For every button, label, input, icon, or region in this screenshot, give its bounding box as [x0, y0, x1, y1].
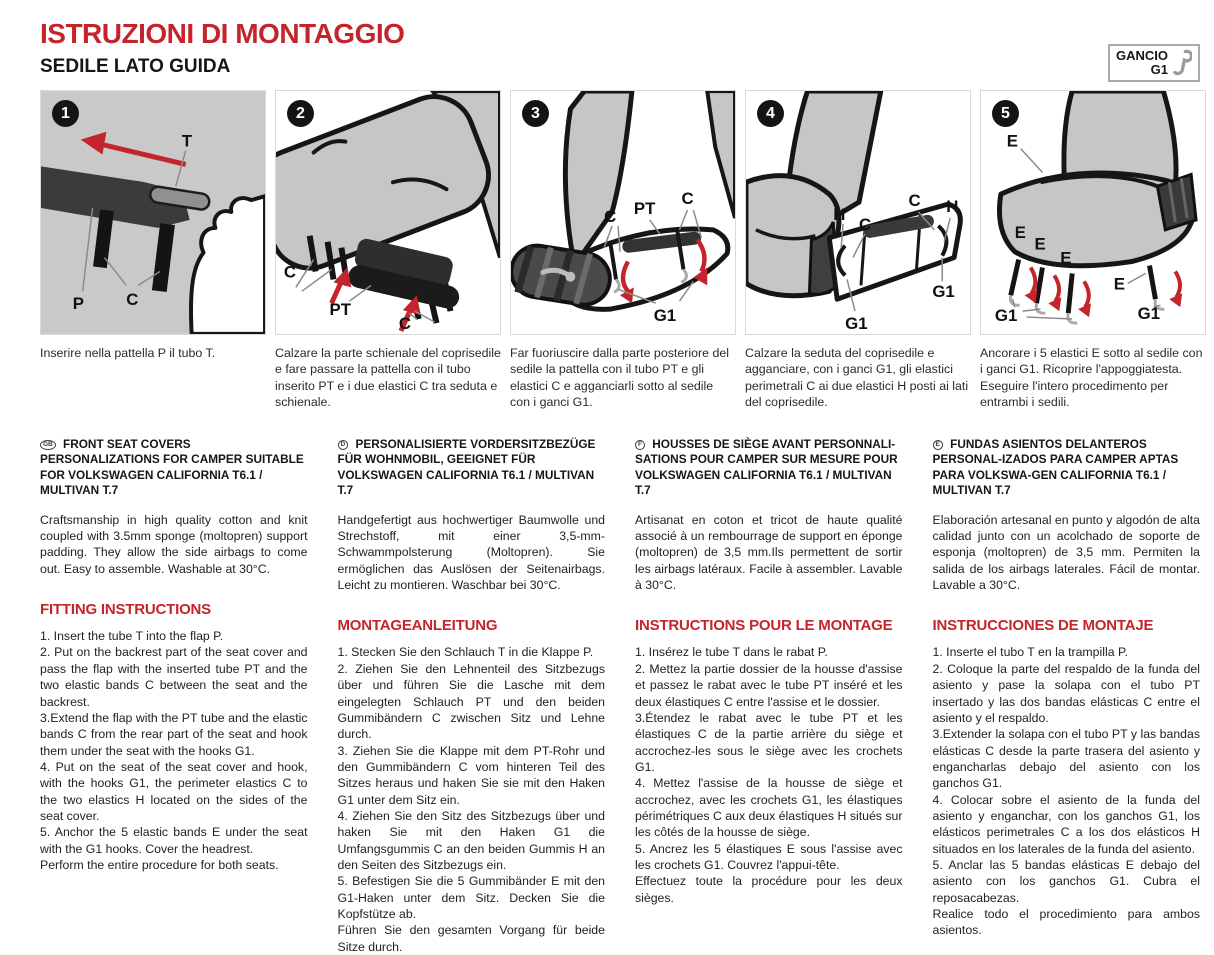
step-number-badge: 1: [52, 100, 79, 127]
column-intro: Elaboración artesanal en punto y algodón de alta calidad junto con un acolchado de soporte de esponja (moltopren) de 3,5 mm. Permiten la salida de los airbags laterales. Fácil de montar. Lavable a 30°C.: [933, 512, 1201, 594]
panel-step-5: [980, 90, 1206, 335]
step-number-badge: 2: [287, 100, 314, 127]
page-title: ISTRUZIONI DI MONTAGGIO: [40, 18, 1200, 50]
hook-icon: [1173, 47, 1192, 79]
label-C: C: [604, 207, 616, 226]
instruction-step: Perform the entire procedure for both seats.: [40, 857, 308, 873]
instruction-step: 5. Anchor the 5 elastic bands E under the seat with the G1 hooks. Cover the headrest.: [40, 824, 308, 857]
label-E: E: [1060, 249, 1071, 268]
column-intro: Artisanat en coton et tricot de haute qualité associé à un rembourrage de support en éponge (moltopren) de 3,5 mm.Ils permettent de sortir les airbags latéraux. Facile à assembler. Lavable à 30°C.: [635, 512, 903, 594]
section-title: INSTRUCCIONES DE MONTAJE: [933, 617, 1201, 634]
label-C: C: [284, 262, 296, 281]
column-header: [933, 437, 1201, 499]
column-title: FUNDAS ASIENTOS DELANTEROS PERSONAL-IZADOS PARA CAMPER APTAS PARA VOLKSWA-GEN CALIFORNIA T6.1 / MULTIVAN T.7: [933, 437, 1179, 498]
language-column-spanish: [933, 437, 1201, 955]
instruction-step: Führen Sie den gesamten Vorgang für beide Sitze durch.: [338, 922, 606, 955]
panel-step-4: [745, 90, 971, 335]
language-column-english: [40, 437, 308, 955]
label-C: C: [126, 290, 138, 309]
language-column-french: [635, 437, 903, 955]
panel-step-3: [510, 90, 736, 335]
label-PT: PT: [634, 199, 656, 218]
instruction-step: 2. Coloque la parte del respaldo de la funda del asiento y pase la solapa con el tubo PT insertado y las dos bandas elásticas C entre el asiento y el respaldo.: [933, 661, 1201, 726]
column-title: HOUSSES DE SIÈGE AVANT PERSONNALI-SATIONS POUR CAMPER SUR MESURE POUR VOLKSWAGEN CALIFORNIA T6.1 / MULTIVAN T.7: [635, 437, 898, 498]
page-subtitle: SEDILE LATO GUIDA: [40, 56, 1200, 78]
language-badge-f: F: [635, 440, 645, 450]
section-title: FITTING INSTRUCTIONS: [40, 601, 308, 618]
dark-hatched-patch: [1157, 174, 1196, 230]
instruction-step: 1. Insert the tube T into the flap P.: [40, 628, 308, 644]
label-G1: G1: [995, 306, 1017, 325]
column-header: [635, 437, 903, 499]
instruction-steps: [933, 644, 1201, 938]
label-C: C: [859, 215, 871, 234]
step-number-badge: 3: [522, 100, 549, 127]
label-C: C: [681, 189, 693, 208]
instruction-steps: [40, 628, 308, 873]
caption-step-4: Calzare la seduta del coprisedile e agganciare, con i ganci G1, gli elastici perimetrali C ai due elastici H posti ai lati del coprisedile.: [745, 345, 971, 411]
step-number-badge: 4: [757, 100, 784, 127]
label-G1: G1: [932, 282, 954, 301]
instruction-step: Effectuez toute la procédure pour les deux sièges.: [635, 873, 903, 906]
instruction-step: 1. Insérez le tube T dans le rabat P.: [635, 644, 903, 660]
hook-legend-text: [1116, 49, 1168, 78]
label-T: T: [182, 132, 193, 151]
panel-step-1: [40, 90, 266, 335]
column-header: [40, 437, 308, 499]
panel-2-illustration: [276, 91, 500, 334]
instruction-step: 2. Ziehen Sie den Lehnenteil des Sitzbezugs über und führen Sie die Lasche mit dem eingelegten Schlauch PT und den beiden Gummibändern C zwischen Sitz und Lehne durch.: [338, 661, 606, 743]
label-P: P: [73, 294, 84, 313]
language-column-german: [338, 437, 606, 955]
label-H: H: [833, 205, 845, 224]
instruction-step: 1. Inserte el tubo T en la trampilla P.: [933, 644, 1201, 660]
instruction-steps: [338, 644, 606, 955]
label-E: E: [1007, 132, 1018, 151]
instruction-step: 3.Étendez le rabat avec le tube PT et les élastiques C de la partie arrière du siège et accrochez-les sous le siège avec les crochets G1.: [635, 710, 903, 775]
instruction-step: 4. Put on the seat of the seat cover and hook, with the hooks G1, the perimeter elastics C to the two elastics H located on the sides of the seat cover.: [40, 759, 308, 824]
panel-5-illustration: [981, 91, 1205, 334]
label-G1: G1: [654, 306, 676, 325]
instruction-steps: [635, 644, 903, 906]
instruction-step: 4. Ziehen Sie den Sitz des Sitzbezugs über und haken Sie mit den Haken G1 die Umfangsgummis C an den beiden Gummis H an den Seiten des Sitzbezugs ein.: [338, 808, 606, 873]
step-number-badge: 5: [992, 100, 1019, 127]
instruction-step: 3.Extend the flap with the PT tube and the elastic bands C from the rear part of the seat and hook them under the seat with the hooks G1.: [40, 710, 308, 759]
instruction-step: 3. Ziehen Sie die Klappe mit dem PT-Rohr und den Gummibändern C vom hinteren Teil des Sitzes heraus und haken Sie sie mit den Haken G1 unter dem Sitz ein.: [338, 743, 606, 808]
label-C: C: [399, 314, 411, 333]
step-panels: [40, 90, 1200, 335]
column-header: [338, 437, 606, 499]
instruction-step: 4. Colocar sobre el asiento de la funda del asiento y enganchar, con los ganchos G1, los elásticos perimetrales C a los dos elásticos H situados en los laterales de la funda del asiento.: [933, 792, 1201, 857]
panel-1-illustration: [41, 91, 265, 334]
instruction-step: 2. Put on the backrest part of the seat cover and pass the flap with the inserted tube PT and the two elastic bands C between the seat and the backrest.: [40, 644, 308, 709]
label-E: E: [1035, 235, 1046, 254]
panel-4-illustration: [746, 91, 970, 334]
language-columns: [40, 437, 1200, 955]
section-title: MONTAGEANLEITUNG: [338, 617, 606, 634]
column-title: FRONT SEAT COVERS PERSONALIZATIONS FOR CAMPER SUITABLE FOR VOLKSWAGEN CALIFORNIA T6.1 / MULTIVAN T.7: [40, 437, 304, 498]
column-intro: Handgefertigt aus hochwertiger Baumwolle und Strechstoff, mit einer 3,5-mm-Schwammpolsterung (Moltopren). Sie ermöglichen das Auslösen der Seitenairbags. Leicht zu montieren. Waschbar bei 30°C.: [338, 512, 606, 594]
caption-step-2: Calzare la parte schienale del coprisedile e fare passare la pattella con il tubo inserito PT e i due elastici C tra seduta e schienale.: [275, 345, 501, 411]
language-badge-d: D: [338, 440, 349, 450]
instruction-step: 3.Extender la solapa con el tubo PT y las bandas elásticas C desde la parte trasera del asiento y engancharlas debajo del asiento con los ganchos G1.: [933, 726, 1201, 791]
label-G1: G1: [845, 314, 867, 333]
instruction-step: 5. Befestigen Sie die 5 Gummibänder E mit den G1-Haken unter dem Sitz. Decken Sie die Kopfstütze ab.: [338, 873, 606, 922]
language-badge-gb: GB: [40, 440, 56, 450]
label-E: E: [1015, 223, 1026, 242]
column-intro: Craftsmanship in high quality cotton and knit coupled with 3.5mm sponge (moltopren) support padding. They allow the side airbags to come out. Easy to assemble. Washable at 30°C.: [40, 512, 308, 577]
panel-step-2: [275, 90, 501, 335]
instruction-step: 5. Ancrez les 5 élastiques E sous l'assise avec les crochets G1. Couvrez l'appui-tête.: [635, 841, 903, 874]
instruction-step: Realice todo el procedimiento para ambos asientos.: [933, 906, 1201, 939]
hook-code: G1: [1116, 63, 1168, 77]
instruction-step: 1. Stecken Sie den Schlauch T in die Klappe P.: [338, 644, 606, 660]
caption-step-1: Inserire nella pattella P il tubo T.: [40, 345, 266, 411]
panel-captions: [40, 345, 1200, 411]
instruction-step: 4. Mettez l'assise de la housse de siège et accrochez, avec les crochets G1, les élastiques périmétriques C aux deux élastiques H situés sur les côtés de la housse de siège.: [635, 775, 903, 840]
hook-legend-box: [1108, 44, 1200, 82]
label-PT: PT: [330, 300, 352, 319]
hook-label: GANCIO: [1116, 49, 1168, 63]
column-title: PERSONALISIERTE VORDERSITZBEZÜGE FÜR WOHNMOBIL, GEEIGNET FÜR VOLKSWAGEN CALIFORNIA T6.1 / MULTIVAN T.7: [338, 437, 596, 498]
label-G1: G1: [1138, 304, 1160, 323]
section-title: INSTRUCTIONS POUR LE MONTAGE: [635, 617, 903, 634]
caption-step-5: Ancorare i 5 elastici E sotto al sedile con i ganci G1. Ricoprire l'appoggiatesta. Eseguire l'intero procedimento per entrambi i sedili.: [980, 345, 1206, 411]
language-badge-e: E: [933, 440, 943, 450]
label-H: H: [946, 197, 958, 216]
label-C: C: [909, 191, 921, 210]
panel-3-illustration: [511, 91, 735, 334]
instruction-step: 2. Mettez la partie dossier de la housse d'assise et passez le rabat avec le tube PT inséré et les deux élastiques C entre l'assise et le dossier.: [635, 661, 903, 710]
caption-step-3: Far fuoriuscire dalla parte posteriore del sedile la pattella con il tubo PT e gli elastici C e agganciarli sotto al sedile con i ganci G1.: [510, 345, 736, 411]
instruction-step: 5. Anclar las 5 bandas elásticas E debajo del asiento con los ganchos G1. Cubra el reposacabezas.: [933, 857, 1201, 906]
label-E: E: [1114, 274, 1125, 293]
